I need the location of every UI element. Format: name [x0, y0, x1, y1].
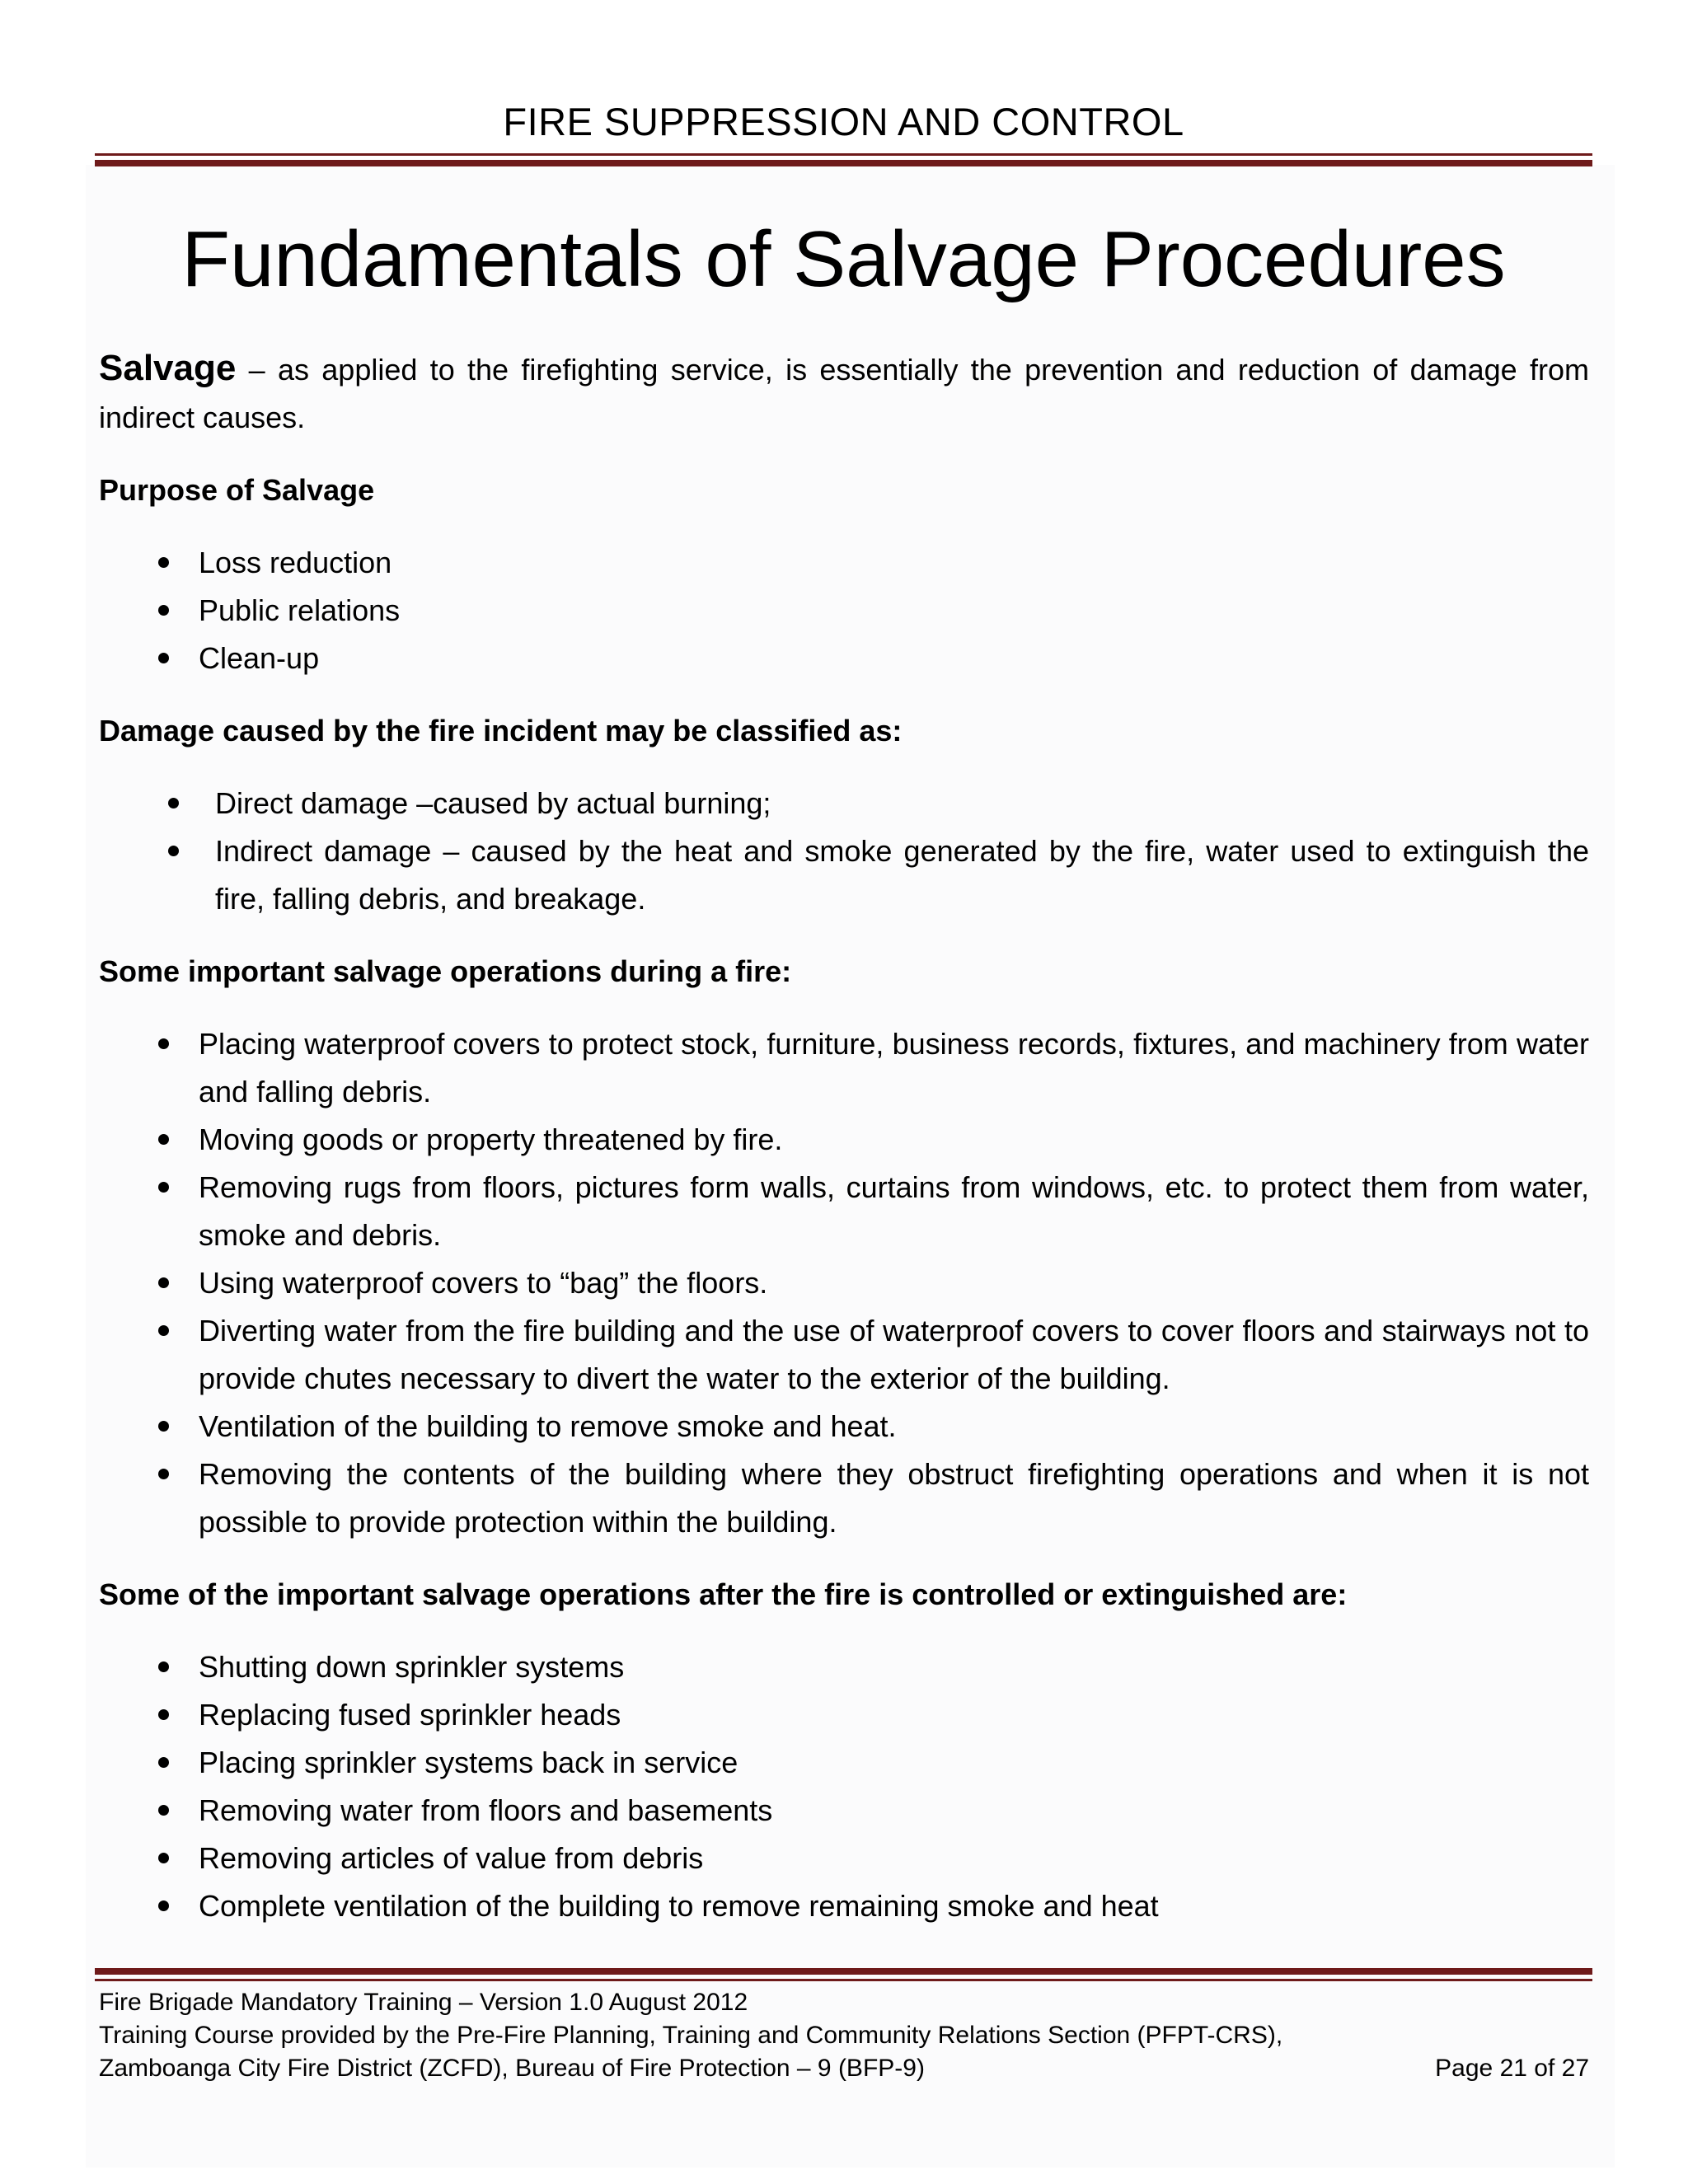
list-item: Placing sprinkler systems back in service	[99, 1739, 1589, 1787]
list-item: Clean-up	[99, 635, 1589, 682]
list-item: Indirect damage – caused by the heat and smoke generated by the fire, water used to extinguish the fire, falling debris, and breakage.	[99, 827, 1589, 923]
salvage-definition	[99, 344, 1589, 442]
damage-list	[99, 780, 1589, 923]
purpose-list	[99, 539, 1589, 682]
page-number: Page 21 of 27	[1435, 2055, 1589, 2082]
definition-term: Salvage	[99, 348, 237, 388]
list-item: Removing rugs from floors, pictures form walls, curtains from windows, etc. to protect them from water, smoke and debris.	[99, 1164, 1589, 1259]
footer-row	[99, 2052, 1589, 2085]
page-footer	[99, 1986, 1589, 2085]
during-fire-list	[99, 1020, 1589, 1546]
list-item: Complete ventilation of the building to remove remaining smoke and heat	[99, 1882, 1589, 1930]
footer-line-2: Training Course provided by the Pre-Fire Planning, Training and Community Relations Section (PFPT-CRS),	[99, 2022, 1283, 2049]
document-body	[99, 344, 1589, 1955]
list-item: Direct damage –caused by actual burning;	[99, 780, 1589, 827]
list-item: Removing the contents of the building where they obstruct firefighting operations and when it is not possible to provide protection within the building.	[99, 1451, 1589, 1546]
section-heading-purpose: Purpose of Salvage	[99, 473, 375, 507]
list-item: Placing waterproof covers to protect stock, furniture, business records, fixtures, and machinery from water and falling debris.	[99, 1020, 1589, 1116]
list-item: Loss reduction	[99, 539, 1589, 587]
footer-line-1: Fire Brigade Mandatory Training – Version 1.0 August 2012	[99, 1989, 748, 2016]
list-item: Replacing fused sprinkler heads	[99, 1691, 1589, 1739]
list-item: Ventilation of the building to remove smoke and heat.	[99, 1403, 1589, 1451]
list-item: Removing articles of value from debris	[99, 1835, 1589, 1882]
footer-rule	[95, 1968, 1592, 1981]
page-title: Fundamentals of Salvage Procedures	[181, 215, 1506, 303]
list-item: Removing water from floors and basements	[99, 1787, 1589, 1835]
section-heading-after-fire: Some of the important salvage operations after the fire is controlled or extinguished are:	[99, 1577, 1348, 1611]
definition-text: – as applied to the firefighting service, is essentially the prevention and reduction of damage from indirect causes.	[99, 353, 1589, 434]
footer-line-3: Zamboanga City Fire District (ZCFD), Bureau of Fire Protection – 9 (BFP-9)	[99, 2055, 925, 2082]
running-header: FIRE SUPPRESSION AND CONTROL	[503, 100, 1184, 143]
list-item: Shutting down sprinkler systems	[99, 1643, 1589, 1691]
list-item: Using waterproof covers to “bag” the floors.	[99, 1259, 1589, 1307]
list-item: Diverting water from the fire building and the use of waterproof covers to cover floors and stairways not to provide chutes necessary to divert the water to the exterior of the building.	[99, 1307, 1589, 1403]
after-fire-list	[99, 1643, 1589, 1930]
section-heading-damage: Damage caused by the fire incident may be classified as:	[99, 714, 903, 748]
section-heading-during-fire: Some important salvage operations during a fire:	[99, 954, 792, 988]
list-item: Public relations	[99, 587, 1589, 635]
header-rule	[95, 153, 1592, 166]
list-item: Moving goods or property threatened by fire.	[99, 1116, 1589, 1164]
